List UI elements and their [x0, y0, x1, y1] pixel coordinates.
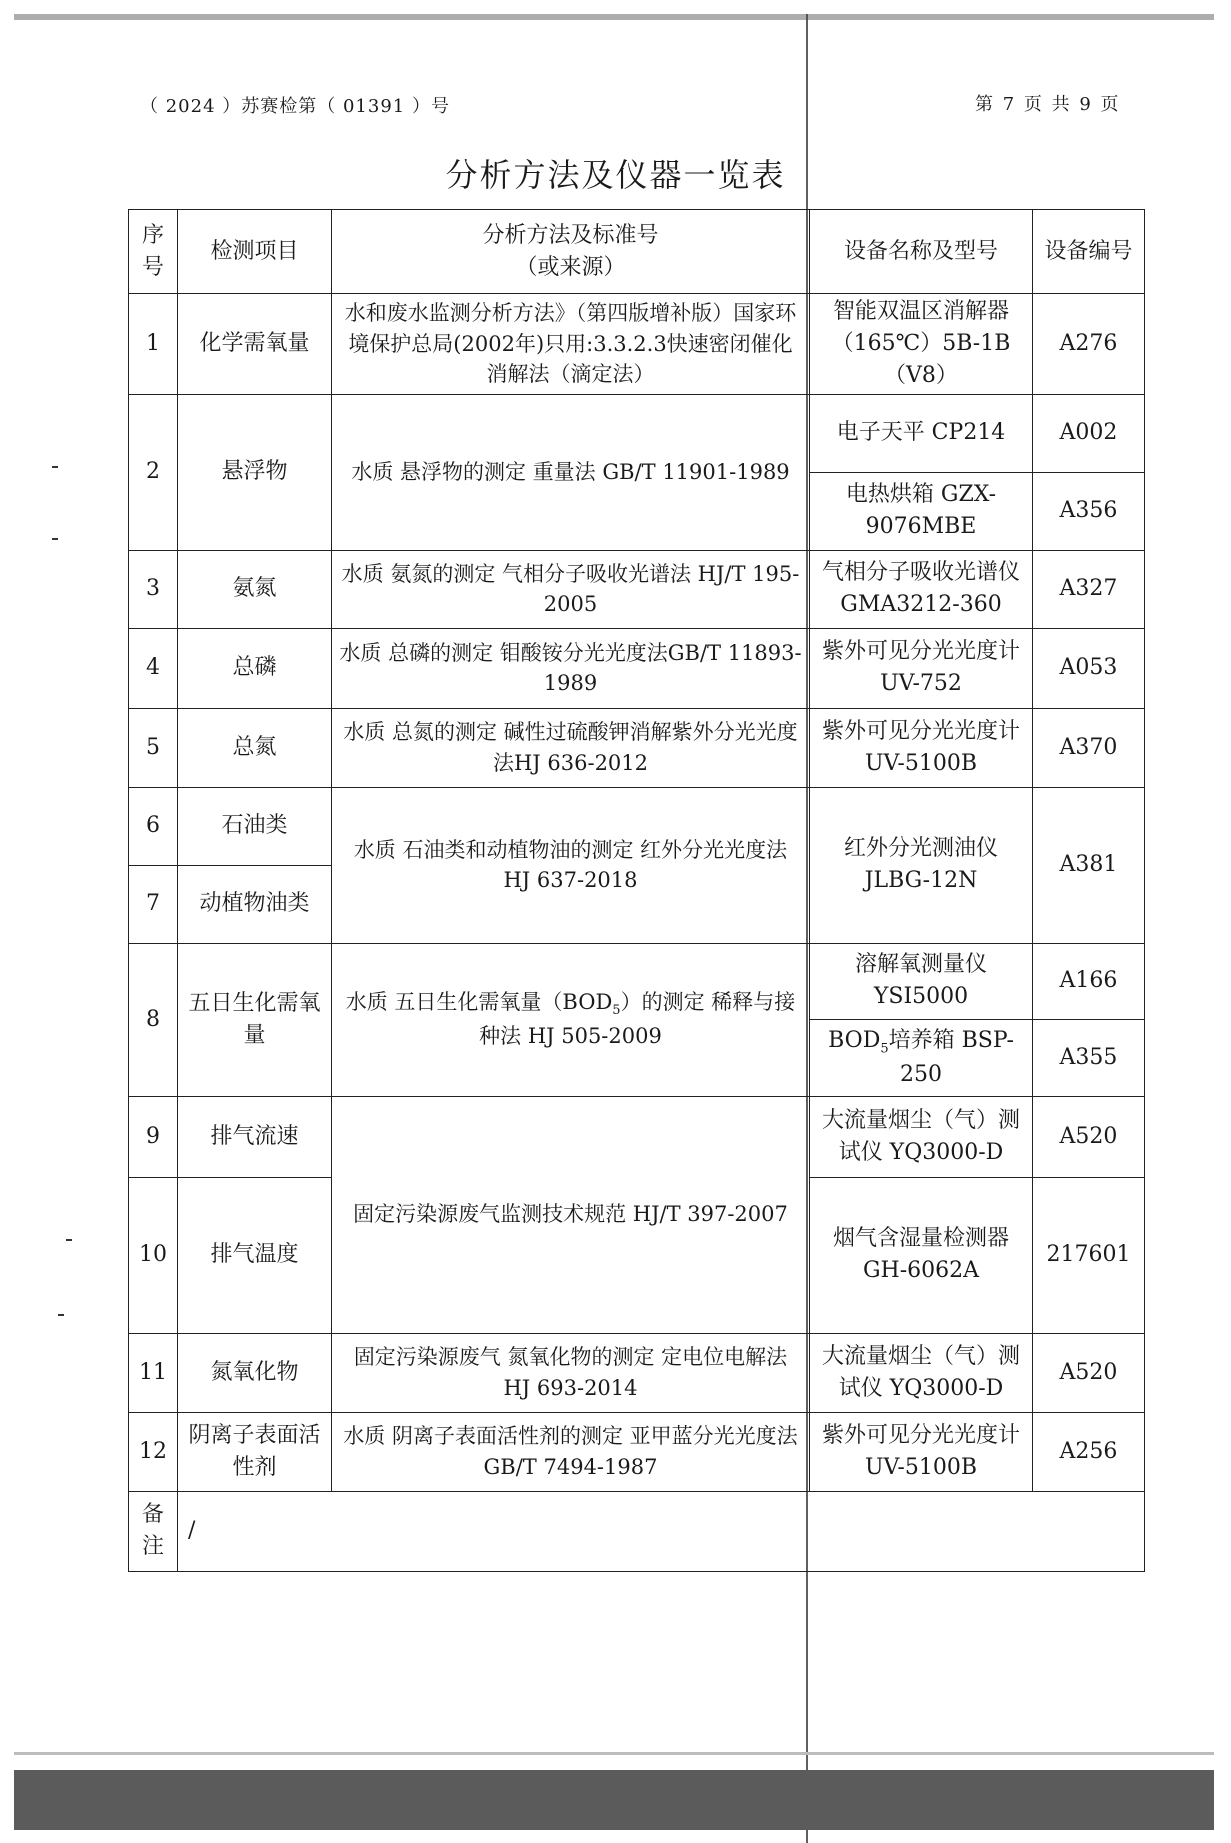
table-row	[129, 550, 1145, 628]
cell-device-no: A520	[1033, 1096, 1145, 1177]
scan-border-line	[14, 1752, 1214, 1755]
cell-device-no: A327	[1033, 550, 1145, 628]
report-number: （ 2024 ）苏赛检第（ 01391 ）号	[140, 96, 450, 117]
cell-item: 排气温度	[178, 1177, 332, 1333]
cell-item: 悬浮物	[178, 394, 332, 550]
cell-seq: 2	[129, 394, 178, 550]
cell-device-no: A370	[1033, 708, 1145, 787]
page-indicator: 第 7 页 共 9 页	[975, 94, 1121, 115]
cell-device: 紫外可见分光光度计 UV-752	[810, 628, 1033, 708]
cell-device-no: A355	[1033, 1019, 1145, 1096]
cell-device-no: A166	[1033, 943, 1145, 1019]
cell-device: 大流量烟尘（气）测试仪 YQ3000-D	[810, 1096, 1033, 1177]
column-header-seq: 序号	[129, 210, 178, 294]
cell-device: 紫外可见分光光度计 UV-5100B	[810, 708, 1033, 787]
table-row	[129, 294, 1145, 395]
table-row	[129, 943, 1145, 1019]
methods-table	[128, 209, 1145, 1572]
cell-method: 水质 总磷的测定 钼酸铵分光光度法GB/T 11893-1989	[332, 628, 810, 708]
cell-device	[810, 1019, 1033, 1096]
cell-item: 石油类	[178, 787, 332, 865]
column-header-item: 检测项目	[178, 210, 332, 294]
margin-mark	[58, 1314, 64, 1316]
table-row	[129, 787, 1145, 865]
cell-device-no: A381	[1033, 787, 1145, 943]
table-row	[129, 1412, 1145, 1491]
cell-seq: 1	[129, 294, 178, 395]
remark-row	[129, 1491, 1145, 1571]
cell-seq: 12	[129, 1412, 178, 1491]
cell-item: 氨氮	[178, 550, 332, 628]
cell-method: 水和废水监测分析方法》（第四版增补版）国家环境保护总局(2002年)只用:3.3.2.3快速密闭催化消解法（滴定法）	[332, 294, 810, 395]
cell-item: 排气流速	[178, 1096, 332, 1177]
cell-device-no: A256	[1033, 1412, 1145, 1491]
cell-device: 智能双温区消解器（165℃）5B-1B（V8）	[810, 294, 1033, 395]
cell-device-no: A356	[1033, 472, 1145, 550]
cell-device: 电子天平 CP214	[810, 394, 1033, 472]
scan-border-top	[14, 14, 1214, 20]
device-text: BOD	[828, 1027, 881, 1053]
table-row	[129, 628, 1145, 708]
table-row	[129, 1333, 1145, 1412]
cell-device-no: A520	[1033, 1333, 1145, 1412]
cell-seq: 5	[129, 708, 178, 787]
method-text: ）的测定 稀释与接种法 HJ 505-2009	[479, 990, 796, 1049]
column-header-method-line1: 分析方法及标准号	[482, 222, 659, 248]
cell-device: 气相分子吸收光谱仪 GMA3212-360	[810, 550, 1033, 628]
cell-method: 水质 氨氮的测定 气相分子吸收光谱法 HJ/T 195-2005	[332, 550, 810, 628]
method-subscript: 5	[612, 1003, 621, 1019]
table-row	[129, 1096, 1145, 1177]
cell-seq: 11	[129, 1333, 178, 1412]
scan-border-bottom	[14, 1770, 1214, 1830]
cell-method: 水质 石油类和动植物油的测定 红外分光光度法 HJ 637-2018	[332, 787, 810, 943]
table-row	[129, 708, 1145, 787]
cell-method: 固定污染源废气 氮氧化物的测定 定电位电解法 HJ 693-2014	[332, 1333, 810, 1412]
remark-value: /	[178, 1491, 1145, 1571]
cell-device: 电热烘箱 GZX-9076MBE	[810, 472, 1033, 550]
column-header-method-line2: （或来源）	[515, 254, 626, 280]
column-header-method	[332, 210, 810, 294]
cell-seq: 10	[129, 1177, 178, 1333]
column-header-device: 设备名称及型号	[810, 210, 1033, 294]
cell-item: 五日生化需氧量	[178, 943, 332, 1096]
cell-method	[332, 943, 810, 1096]
cell-seq: 4	[129, 628, 178, 708]
margin-mark	[66, 1239, 72, 1241]
cell-method: 固定污染源废气监测技术规范 HJ/T 397-2007	[332, 1096, 810, 1333]
cell-device-no: A276	[1033, 294, 1145, 395]
cell-seq: 7	[129, 865, 178, 943]
cell-item: 氮氧化物	[178, 1333, 332, 1412]
cell-device-no: A053	[1033, 628, 1145, 708]
cell-seq: 8	[129, 943, 178, 1096]
cell-device: 紫外可见分光光度计 UV-5100B	[810, 1412, 1033, 1491]
cell-device-no: A002	[1033, 394, 1145, 472]
cell-device: 溶解氧测量仪 YSI5000	[810, 943, 1033, 1019]
table-header-row	[129, 210, 1145, 294]
cell-item: 阴离子表面活性剂	[178, 1412, 332, 1491]
cell-item: 化学需氧量	[178, 294, 332, 395]
cell-seq: 9	[129, 1096, 178, 1177]
method-text: 水质 五日生化需氧量（BOD	[345, 990, 613, 1015]
device-subscript: 5	[880, 1041, 889, 1056]
cell-seq: 3	[129, 550, 178, 628]
cell-method: 水质 总氮的测定 碱性过硫酸钾消解紫外分光光度法HJ 636-2012	[332, 708, 810, 787]
device-text: 培养箱 BSP-250	[888, 1027, 1014, 1087]
cell-device: 大流量烟尘（气）测试仪 YQ3000-D	[810, 1333, 1033, 1412]
cell-device-no: 217601	[1033, 1177, 1145, 1333]
table-row	[129, 394, 1145, 472]
page-title: 分析方法及仪器一览表	[445, 156, 786, 194]
cell-device: 红外分光测油仪 JLBG-12N	[810, 787, 1033, 943]
cell-item: 动植物油类	[178, 865, 332, 943]
column-header-device-no: 设备编号	[1033, 210, 1145, 294]
margin-mark	[52, 466, 58, 468]
cell-seq: 6	[129, 787, 178, 865]
cell-method: 水质 阴离子表面活性剂的测定 亚甲蓝分光光度法 GB/T 7494-1987	[332, 1412, 810, 1491]
remark-label: 备注	[129, 1491, 178, 1571]
cell-item: 总氮	[178, 708, 332, 787]
cell-method: 水质 悬浮物的测定 重量法 GB/T 11901-1989	[332, 394, 810, 550]
cell-device: 烟气含湿量检测器 GH-6062A	[810, 1177, 1033, 1333]
margin-mark	[52, 538, 58, 540]
cell-item: 总磷	[178, 628, 332, 708]
